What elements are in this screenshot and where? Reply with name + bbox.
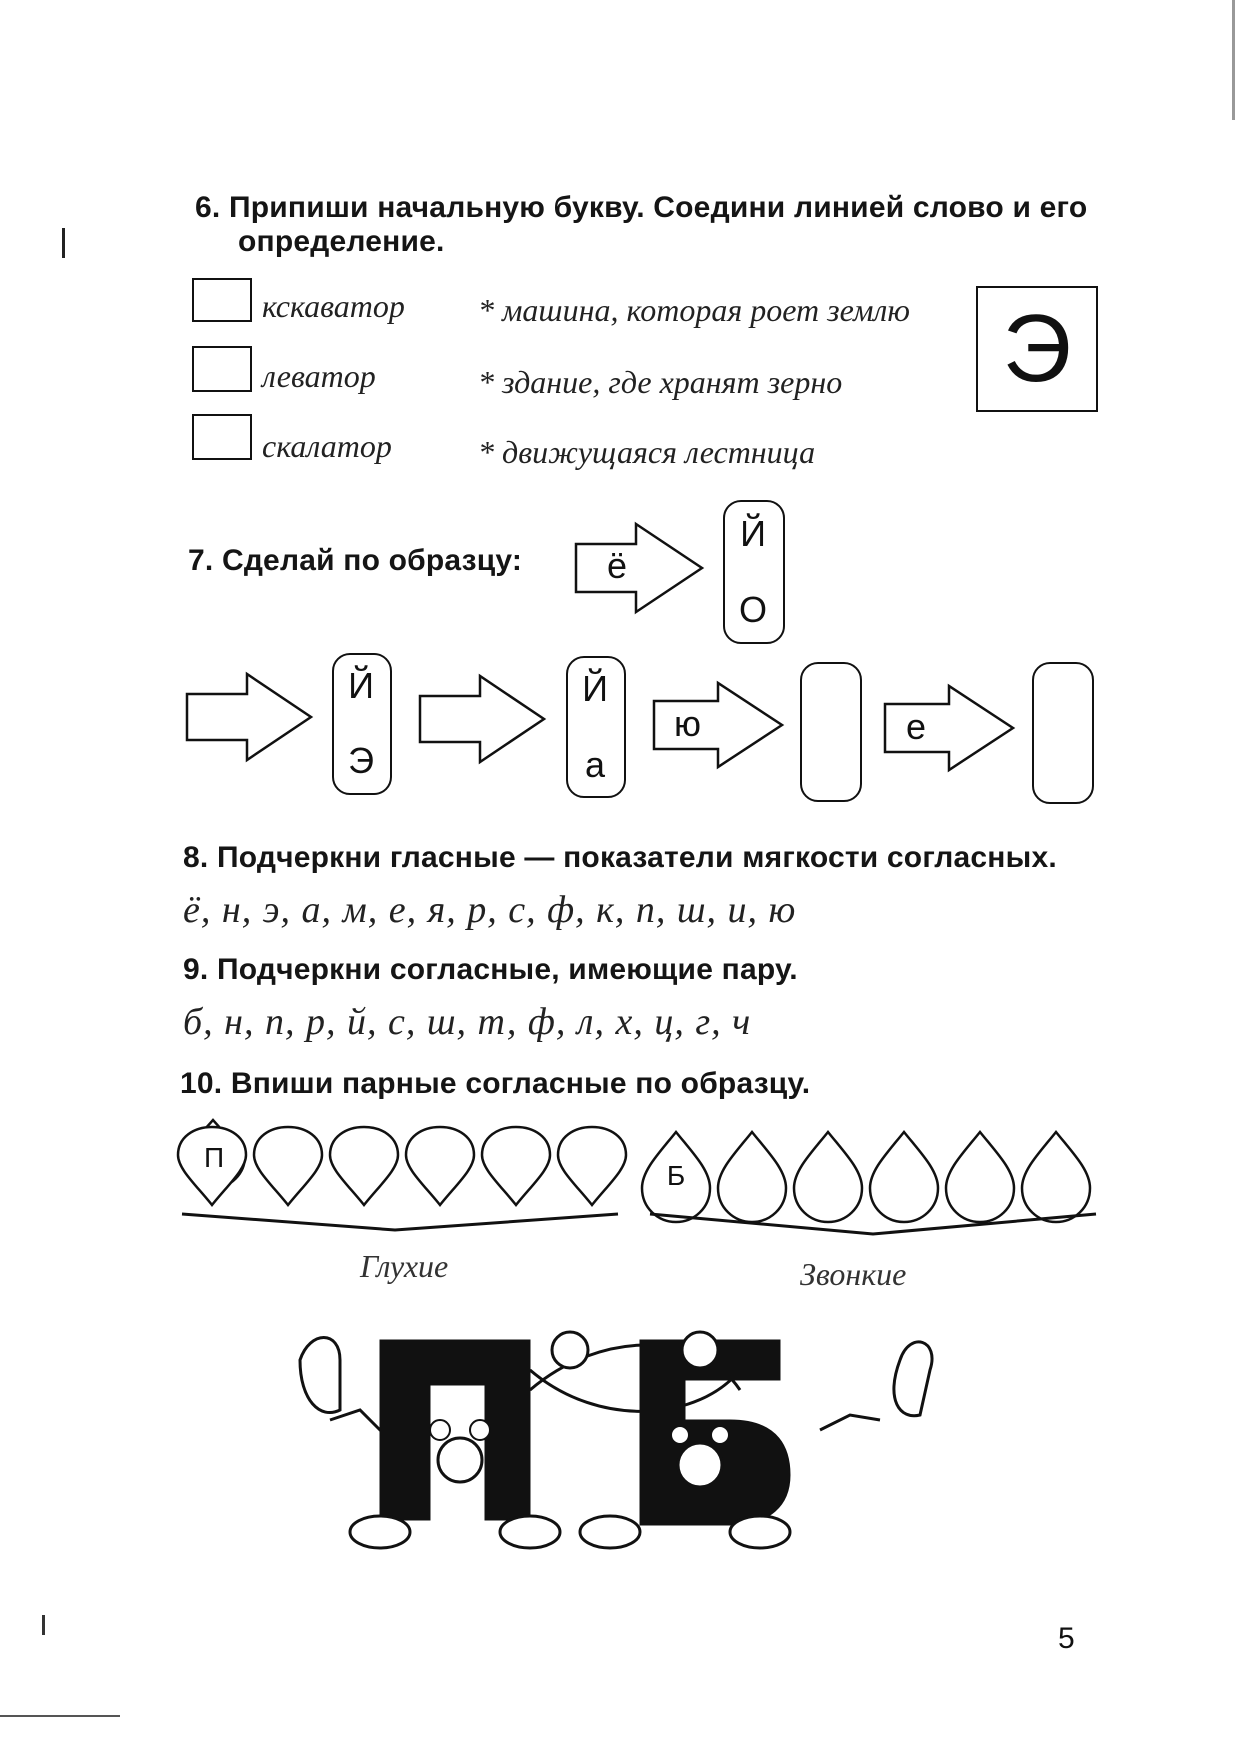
page-number: 5 bbox=[1058, 1622, 1075, 1655]
droplet bbox=[482, 1127, 550, 1205]
task6-title-line1: 6. Припиши начальную букву. Соедини линией слово и его bbox=[195, 191, 1088, 224]
droplet bbox=[330, 1127, 398, 1205]
letter-input-box[interactable] bbox=[192, 346, 252, 392]
empty-pill[interactable] bbox=[1032, 662, 1094, 804]
word-fragment: скалатор bbox=[262, 428, 392, 464]
exercise-arrow bbox=[185, 672, 313, 762]
droplet bbox=[718, 1132, 786, 1222]
task6-title-line2: определение. bbox=[238, 225, 445, 258]
exercise-pill-top: Й bbox=[582, 668, 608, 709]
droplet bbox=[870, 1132, 938, 1222]
exercise-pill-bottom: Э bbox=[348, 740, 374, 781]
letter-card bbox=[976, 286, 1098, 412]
task7-title: 7. Сделай по образцу: bbox=[188, 544, 523, 577]
right-edge-line bbox=[1232, 0, 1235, 120]
definition: * здание, где хранят зерно bbox=[478, 364, 843, 400]
droplet bbox=[406, 1127, 474, 1205]
sample-pill-top: Й bbox=[740, 513, 766, 554]
word-fragment: леватор bbox=[262, 358, 376, 394]
droplet-letter: Б bbox=[666, 1160, 686, 1191]
droplet bbox=[558, 1127, 626, 1205]
task8-letters: ё, н, э, а, м, е, я, р, с, ф, к, п, ш, и, ю bbox=[183, 889, 797, 931]
exercise-arrow bbox=[883, 684, 1015, 772]
droplet-letter: П bbox=[203, 1142, 225, 1173]
brace-voiceless bbox=[180, 1208, 620, 1238]
exercise-arrow-letter: ю bbox=[674, 703, 701, 744]
definition: * машина, которая роет землю bbox=[478, 292, 910, 328]
task9-title: 9. Подчеркни согласные, имеющие пару. bbox=[183, 953, 798, 986]
sample-pill-bottom: О bbox=[738, 589, 767, 630]
definition: * движущаяся лестница bbox=[478, 434, 816, 470]
word-fragment: кскаватор bbox=[262, 288, 405, 324]
exercise-pill-top: Й bbox=[348, 665, 374, 706]
exercise-arrow bbox=[418, 674, 546, 764]
droplet bbox=[254, 1127, 322, 1205]
voiced-label: Звонкие bbox=[800, 1256, 907, 1292]
droplet bbox=[1022, 1132, 1090, 1222]
letters-illustration bbox=[280, 1300, 960, 1560]
task9-letters: б, н, п, р, й, с, ш, т, ф, л, х, ц, г, ч bbox=[183, 1001, 752, 1043]
exercise-arrow-letter: е bbox=[906, 706, 927, 747]
sample-arrow-letter: ё bbox=[607, 545, 628, 586]
task10-title: 10. Впиши парные согласные по образцу. bbox=[180, 1067, 811, 1100]
voiceless-label: Глухие bbox=[360, 1248, 449, 1284]
bottom-rule bbox=[0, 1715, 120, 1717]
brace-voiced bbox=[648, 1210, 1098, 1240]
task8-title: 8. Подчеркни гласные — показатели мягкости согласных. bbox=[183, 841, 1057, 874]
exercise-arrow bbox=[652, 681, 784, 769]
letter-input-box[interactable] bbox=[192, 414, 252, 460]
sample-arrow bbox=[574, 522, 704, 614]
droplet bbox=[794, 1132, 862, 1222]
droplet bbox=[946, 1132, 1014, 1222]
exercise-pill-bottom: а bbox=[584, 744, 606, 785]
empty-pill[interactable] bbox=[800, 662, 862, 802]
letter-input-box[interactable] bbox=[192, 278, 252, 322]
letter-card-letter: Э bbox=[1002, 295, 1072, 402]
margin-mark bbox=[42, 1615, 45, 1635]
margin-mark bbox=[62, 228, 65, 258]
